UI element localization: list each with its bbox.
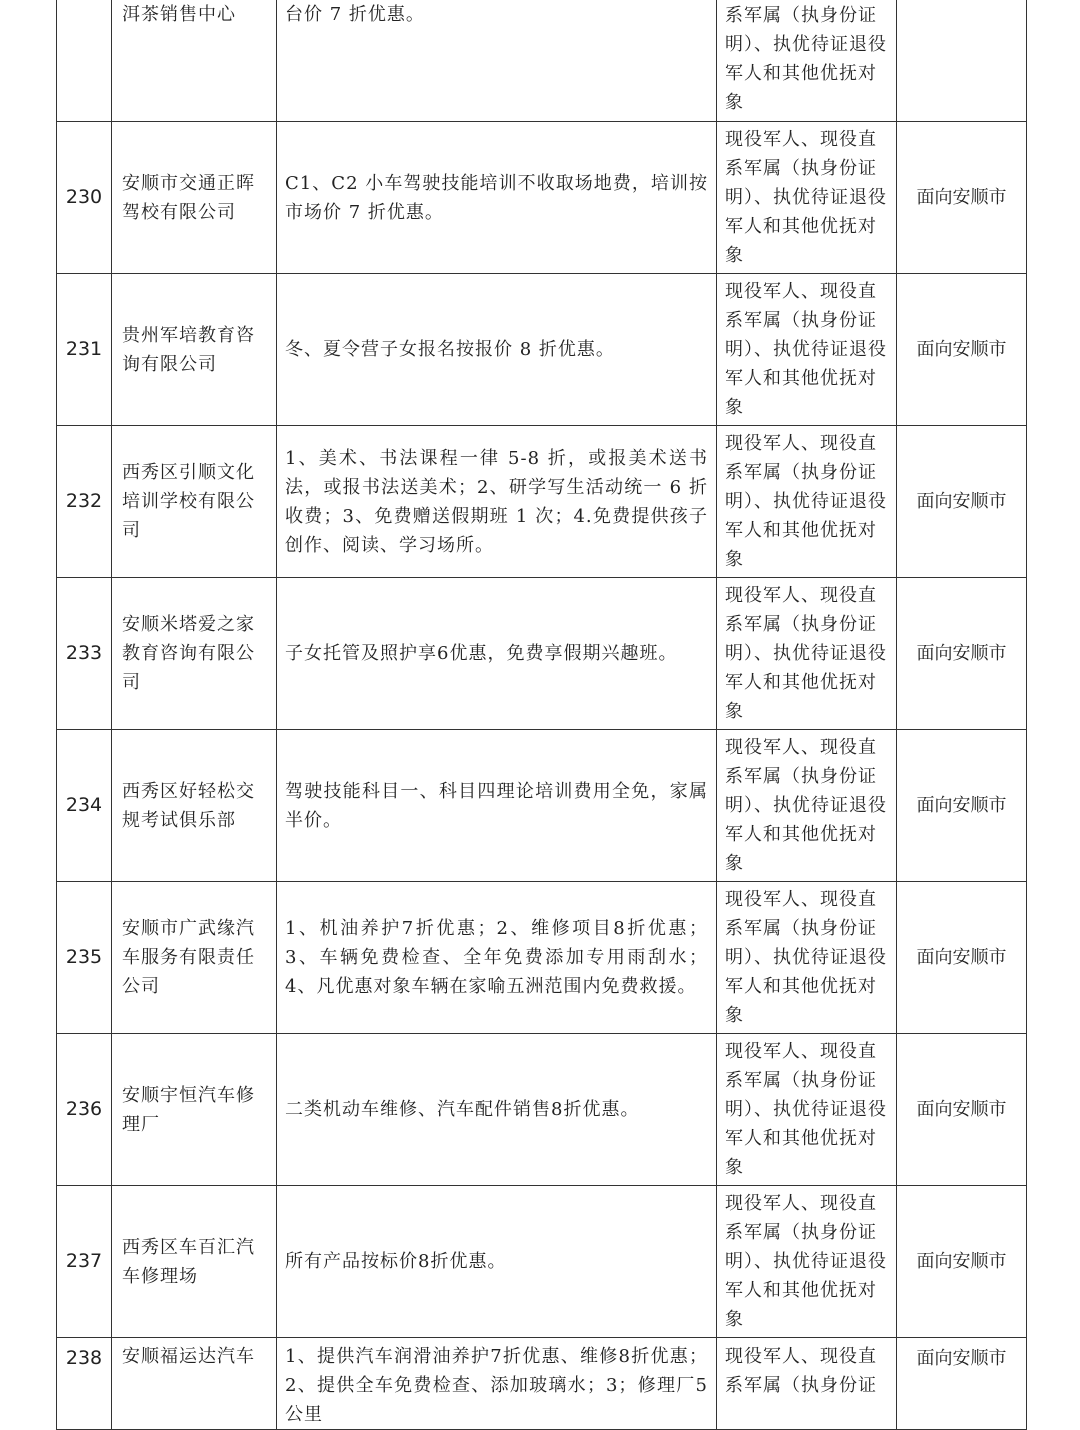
table-row xyxy=(57,882,1027,1034)
organization-name: 西秀区好轻松交规考试俱乐部 xyxy=(112,730,277,882)
row-number: 230 xyxy=(57,122,112,274)
benefit-detail: 1、提供汽车润滑油养护7折优惠、维修8折优惠；2、提供全车免费检查、添加玻璃水；3；修理厂5公里 xyxy=(277,1338,717,1430)
service-scope xyxy=(897,0,1027,122)
service-scope: 面向安顺市 xyxy=(897,1034,1027,1186)
service-scope: 面向安顺市 xyxy=(897,274,1027,426)
organization-name: 西秀区引顺文化培训学校有限公司 xyxy=(112,426,277,578)
row-number: 234 xyxy=(57,730,112,882)
row-number: 238 xyxy=(57,1338,112,1430)
service-scope: 面向安顺市 xyxy=(897,1338,1027,1430)
eligible-target: 现役军人、现役直系军属（执身份证明）、执优待证退役军人和其他优抚对象 xyxy=(717,1186,897,1338)
organization-name: 安顺宇恒汽车修理厂 xyxy=(112,1034,277,1186)
table-row xyxy=(57,578,1027,730)
row-number: 233 xyxy=(57,578,112,730)
eligible-target: 现役军人、现役直系军属（执身份证明）、执优待证退役军人和其他优抚对象 xyxy=(717,882,897,1034)
service-scope: 面向安顺市 xyxy=(897,882,1027,1034)
benefit-detail: 驾驶技能科目一、科目四理论培训费用全免，家属半价。 xyxy=(277,730,717,882)
service-scope: 面向安顺市 xyxy=(897,426,1027,578)
table-row xyxy=(57,1338,1027,1430)
row-number: 235 xyxy=(57,882,112,1034)
benefit-detail: 冬、夏令营子女报名按报价 8 折优惠。 xyxy=(277,274,717,426)
eligible-target: 现役军人、现役直系军属（执身份证明）、执优待证退役军人和其他优抚对象 xyxy=(717,122,897,274)
organization-name: 安顺米塔爱之家教育咨询有限公司 xyxy=(112,578,277,730)
benefit-detail: 子女托管及照护享6优惠，免费享假期兴趣班。 xyxy=(277,578,717,730)
organization-name: 西秀区车百汇汽车修理场 xyxy=(112,1186,277,1338)
table-row xyxy=(57,426,1027,578)
eligible-target: 系军属（执身份证明）、执优待证退役军人和其他优抚对象 xyxy=(717,0,897,122)
row-number xyxy=(57,0,112,122)
row-number: 236 xyxy=(57,1034,112,1186)
table-row xyxy=(57,0,1027,122)
benefit-detail: 1、机油养护7折优惠；2、维修项目8折优惠；3、车辆免费检查、全年免费添加专用雨刮水；4、凡优惠对象车辆在家喻五洲范围内免费救援。 xyxy=(277,882,717,1034)
organization-name: 洱茶销售中心 xyxy=(112,0,277,122)
eligible-target: 现役军人、现役直系军属（执身份证明）、执优待证退役军人和其他优抚对象 xyxy=(717,730,897,882)
row-number: 237 xyxy=(57,1186,112,1338)
service-scope: 面向安顺市 xyxy=(897,1186,1027,1338)
benefit-detail: 二类机动车维修、汽车配件销售8折优惠。 xyxy=(277,1034,717,1186)
benefit-detail: C1、C2 小车驾驶技能培训不收取场地费，培训按市场价 7 折优惠。 xyxy=(277,122,717,274)
table-row xyxy=(57,1034,1027,1186)
service-scope: 面向安顺市 xyxy=(897,578,1027,730)
eligible-target: 现役军人、现役直系军属（执身份证明）、执优待证退役军人和其他优抚对象 xyxy=(717,1034,897,1186)
organization-name: 安顺福运达汽车 xyxy=(112,1338,277,1430)
eligible-target: 现役军人、现役直系军属（执身份证明）、执优待证退役军人和其他优抚对象 xyxy=(717,426,897,578)
service-scope: 面向安顺市 xyxy=(897,730,1027,882)
table-row xyxy=(57,1186,1027,1338)
benefits-table xyxy=(56,0,1027,1430)
row-number: 232 xyxy=(57,426,112,578)
organization-name: 安顺市交通正晖驾校有限公司 xyxy=(112,122,277,274)
table-row xyxy=(57,730,1027,882)
table-row xyxy=(57,274,1027,426)
row-number: 231 xyxy=(57,274,112,426)
benefit-detail: 1、美术、书法课程一律 5-8 折，或报美术送书法，或报书法送美术；2、研学写生活动统一 6 折收费；3、免费赠送假期班 1 次；4.免费提供孩子创作、阅读、学习场所。 xyxy=(277,426,717,578)
organization-name: 贵州军培教育咨询有限公司 xyxy=(112,274,277,426)
benefit-detail: 所有产品按标价8折优惠。 xyxy=(277,1186,717,1338)
benefit-detail: 台价 7 折优惠。 xyxy=(277,0,717,122)
eligible-target: 现役军人、现役直系军属（执身份证明）、执优待证退役军人和其他优抚对象 xyxy=(717,578,897,730)
eligible-target: 现役军人、现役直系军属（执身份证明）、执优待证退役军人和其他优抚对象 xyxy=(717,274,897,426)
service-scope: 面向安顺市 xyxy=(897,122,1027,274)
eligible-target: 现役军人、现役直系军属（执身份证 xyxy=(717,1338,897,1430)
table-row xyxy=(57,122,1027,274)
organization-name: 安顺市广武缘汽车服务有限责任公司 xyxy=(112,882,277,1034)
